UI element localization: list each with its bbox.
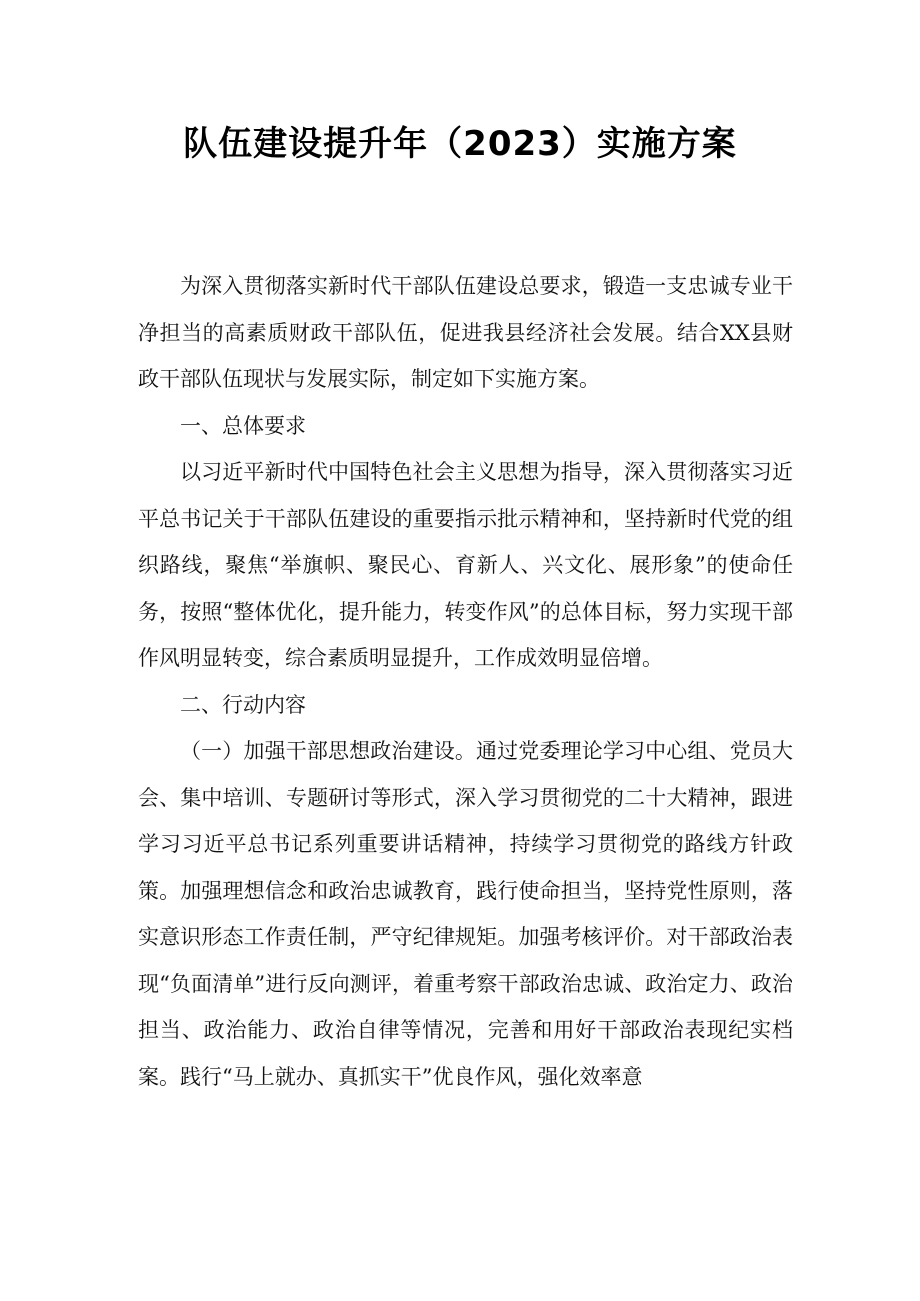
- document-title: 队伍建设提升年（2023）实施方案: [183, 124, 737, 164]
- section-heading-general-requirements: 一、总体要求: [180, 413, 306, 438]
- document-body: [138, 263, 793, 1100]
- intro-paragraph: 为深入贯彻落实新时代干部队伍建设总要求，锻造一支忠诚专业干净担当的高素质财政干部队伍，促进我县经济社会发展。结合XX县财政干部队伍现状与发展实际，制定如下实施方案。: [138, 274, 793, 391]
- section-heading-action-content: 二、行动内容: [180, 692, 306, 717]
- action-item-political-building: （一）加强干部思想政治建设。通过党委理论学习中心组、党员大会、集中培训、专题研讨等形式，深入学习贯彻党的二十大精神，跟进学习习近平总书记系列重要讲话精神，持续学习贯彻党的路线方针政策。加强理想信念和政治忠诚教育，践行使命担当，坚持党性原则，落实意识形态工作责任制，严守纪律规矩。加强考核评价。对干部政治表现“负面清单”进行反向测评，着重考察干部政治忠诚、政治定力、政治担当、政治能力、政治自律等情况，完善和用好干部政治表现纪实档案。践行“马上就办、真抓实干”优良作风，强化效率意: [138, 739, 793, 1089]
- general-requirements-paragraph: 以习近平新时代中国特色社会主义思想为指导，深入贯彻落实习近平总书记关于干部队伍建设的重要指示批示精神和，坚持新时代党的组织路线，聚焦“举旗帜、聚民心、育新人、兴文化、展形象”的使命任务，按照“整体优化，提升能力，转变作风”的总体目标，努力实现干部作风明显转变，综合素质明显提升，工作成效明显倍增。: [138, 460, 793, 670]
